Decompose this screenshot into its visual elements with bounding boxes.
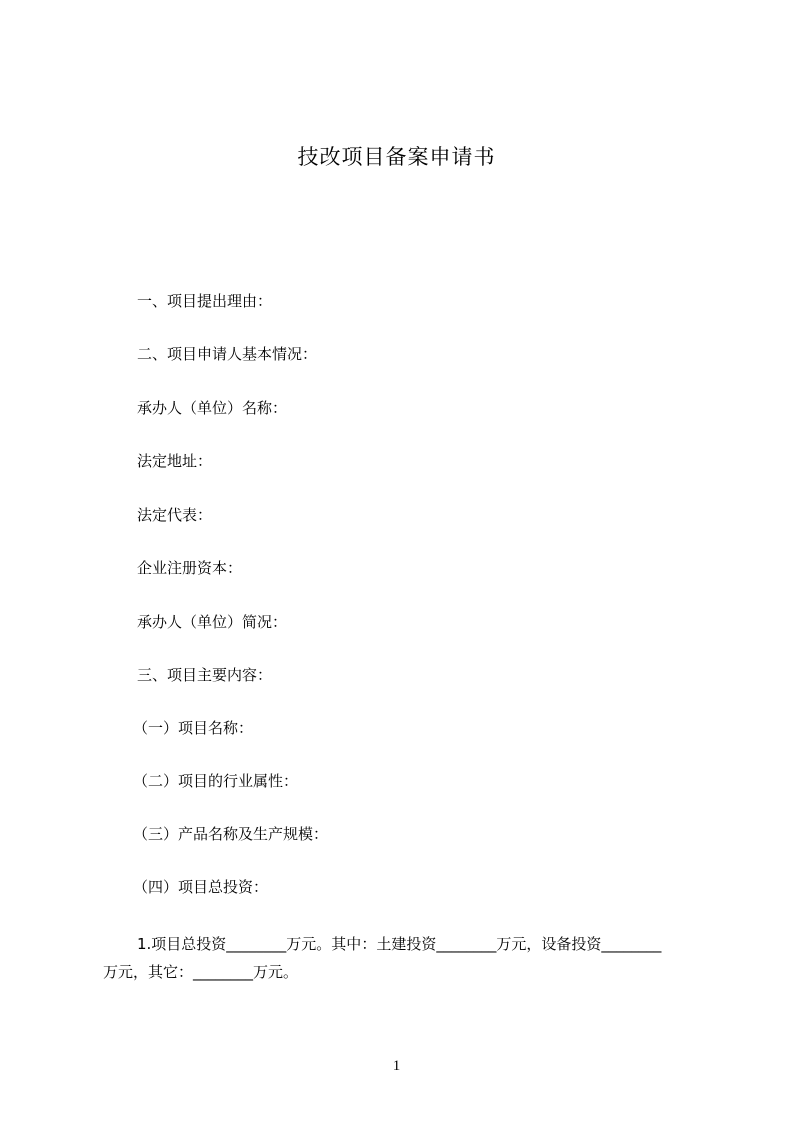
- field-legal-representative: 法定代表：: [137, 506, 213, 524]
- field-undertaker-profile: 承办人（单位）简况：: [137, 613, 288, 631]
- subsection-product-scale: （三）产品名称及生产规模：: [133, 825, 329, 843]
- investment-line-1: 1.项目总投资________万元。其中：土建投资________万元，设备投资________: [137, 935, 662, 953]
- document-title: 技改项目备案申请书: [297, 145, 496, 169]
- field-legal-address: 法定地址：: [137, 452, 213, 470]
- investment-paragraph: [103, 930, 703, 986]
- investment-line-2: 万元，其它：________万元。: [103, 963, 299, 981]
- subsection-total-investment: （四）项目总投资：: [133, 878, 269, 896]
- section-main-content: 三、项目主要内容：: [137, 666, 273, 684]
- subsection-project-name: （一）项目名称：: [133, 719, 254, 737]
- field-undertaker-name: 承办人（单位）名称：: [137, 399, 288, 417]
- section-project-reason: 一、项目提出理由：: [137, 292, 273, 310]
- field-registered-capital: 企业注册资本：: [137, 559, 243, 577]
- page-number: 1: [392, 1058, 401, 1074]
- section-applicant-info: 二、项目申请人基本情况：: [137, 345, 318, 363]
- subsection-industry-attribute: （二）项目的行业属性：: [133, 772, 299, 790]
